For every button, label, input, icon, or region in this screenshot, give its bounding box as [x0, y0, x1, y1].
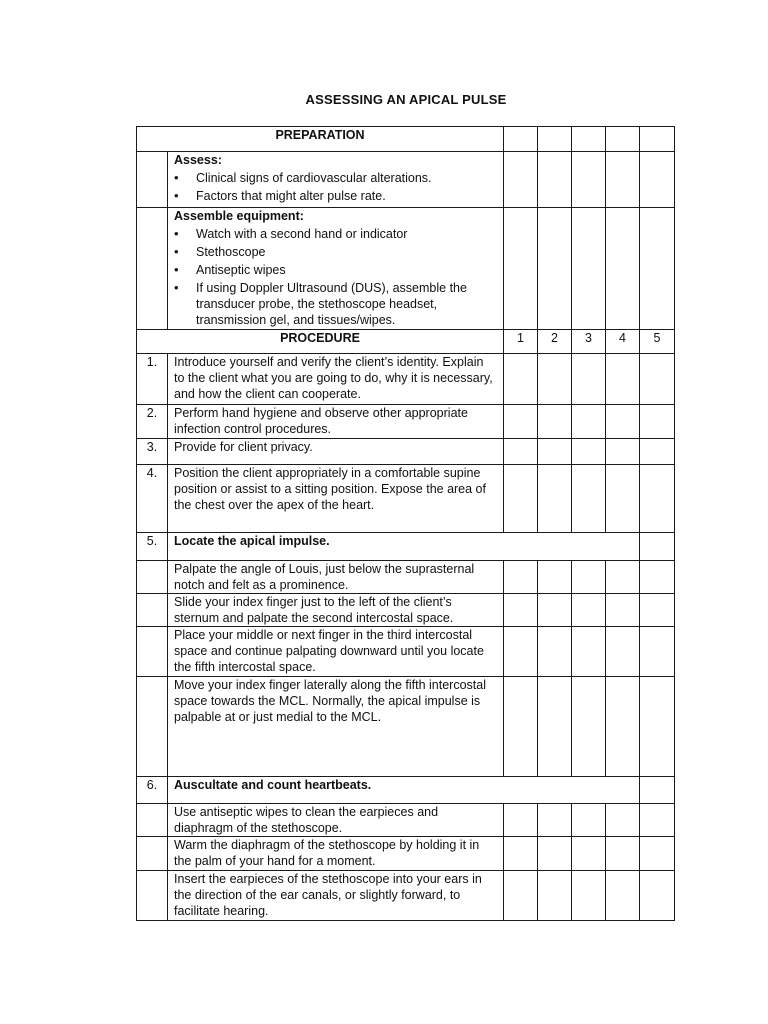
score-cell[interactable]	[504, 439, 538, 465]
page-title: ASSESSING AN APICAL PULSE	[305, 92, 507, 107]
score-cell[interactable]	[538, 439, 572, 465]
score-cell[interactable]	[572, 208, 606, 330]
score-cell[interactable]	[538, 152, 572, 208]
list-item: • Clinical signs of cardiovascular alterations.	[174, 170, 497, 186]
number-cell	[137, 594, 168, 627]
step-text: Introduce yourself and verify the client’s identity. Explain to the client what you are going to do, why it is necessary, and how the client can cooperate.	[168, 354, 504, 405]
number-cell	[137, 837, 168, 871]
table-row	[137, 677, 675, 777]
score-cell[interactable]	[606, 439, 640, 465]
score-cell[interactable]	[504, 152, 538, 208]
score-cell[interactable]	[640, 127, 675, 152]
score-column-2: 2	[538, 330, 572, 354]
score-cell[interactable]	[640, 677, 675, 777]
substep-text: Place your middle or next finger in the third intercostal space and continue palpating downward until you locate the fifth intercostal space.	[168, 627, 504, 677]
step-5-header-row	[137, 533, 675, 561]
procedure-heading: PROCEDURE	[137, 330, 504, 354]
score-cell[interactable]	[640, 837, 675, 871]
score-column-1: 1	[504, 330, 538, 354]
score-cell[interactable]	[572, 871, 606, 921]
list-item: • Stethoscope	[174, 244, 497, 260]
number-cell	[137, 208, 168, 330]
substep-text: Use antiseptic wipes to clean the earpieces and diaphragm of the stethoscope.	[168, 804, 504, 837]
step-number: 5.	[137, 533, 168, 561]
score-cell[interactable]	[640, 871, 675, 921]
score-cell[interactable]	[504, 405, 538, 439]
score-cell[interactable]	[538, 354, 572, 405]
score-cell[interactable]	[606, 405, 640, 439]
number-cell	[137, 627, 168, 677]
score-cell[interactable]	[538, 561, 572, 594]
number-cell	[137, 804, 168, 837]
score-cell[interactable]	[606, 627, 640, 677]
score-cell[interactable]	[606, 354, 640, 405]
equipment-label: Assemble equipment:	[174, 209, 304, 223]
score-cell[interactable]	[606, 804, 640, 837]
score-cell[interactable]	[504, 871, 538, 921]
score-cell[interactable]	[538, 837, 572, 871]
substep-text: Warm the diaphragm of the stethoscope by holding it in the palm of your hand for a moment.	[168, 837, 504, 871]
score-cell[interactable]	[538, 208, 572, 330]
list-item: • If using Doppler Ultrasound (DUS), assemble the transducer probe, the stethoscope headset, transmission gel, and tissues/wipes.	[174, 280, 497, 328]
procedure-header-row	[137, 330, 675, 354]
score-column-4: 4	[606, 330, 640, 354]
score-cell[interactable]	[538, 871, 572, 921]
score-cell[interactable]	[504, 465, 538, 533]
score-cell[interactable]	[606, 208, 640, 330]
table-row	[137, 594, 675, 627]
equipment-list	[174, 226, 497, 328]
list-item: • Factors that might alter pulse rate.	[174, 188, 497, 204]
score-cell[interactable]	[572, 465, 606, 533]
score-cell[interactable]	[538, 405, 572, 439]
step-text: Perform hand hygiene and observe other appropriate infection control procedures.	[168, 405, 504, 439]
table-row	[137, 627, 675, 677]
step-text: Position the client appropriately in a comfortable supine position or assist to a sitting position. Expose the area of the chest over the apex of the heart.	[168, 465, 504, 533]
table-row	[137, 837, 675, 871]
score-cell[interactable]	[504, 127, 538, 152]
procedure-checklist-table	[136, 126, 675, 921]
table-row	[137, 871, 675, 921]
step-6-header-row	[137, 777, 675, 804]
step-number: 1.	[137, 354, 168, 405]
score-column-5: 5	[640, 330, 675, 354]
score-cell[interactable]	[572, 804, 606, 837]
score-cell[interactable]	[572, 405, 606, 439]
step-5-title: Locate the apical impulse.	[168, 533, 640, 561]
substep-text: Palpate the angle of Louis, just below the suprasternal notch and felt as a prominence.	[168, 561, 504, 594]
table-row	[137, 439, 675, 465]
score-cell[interactable]	[640, 561, 675, 594]
score-cell[interactable]	[606, 127, 640, 152]
table-row	[137, 804, 675, 837]
table-row	[137, 561, 675, 594]
number-cell	[137, 871, 168, 921]
score-cell[interactable]	[606, 465, 640, 533]
number-cell	[137, 677, 168, 777]
score-cell[interactable]	[538, 677, 572, 777]
score-cell[interactable]	[606, 837, 640, 871]
score-cell[interactable]	[504, 627, 538, 677]
list-item: • Watch with a second hand or indicator	[174, 226, 497, 242]
score-cell[interactable]	[504, 208, 538, 330]
number-cell	[137, 561, 168, 594]
substep-text: Insert the earpieces of the stethoscope into your ears in the direction of the ear canals, or slightly forward, to facilitate hearing.	[168, 871, 504, 921]
table-row	[137, 354, 675, 405]
score-cell[interactable]	[572, 127, 606, 152]
step-number: 6.	[137, 777, 168, 804]
score-cell[interactable]	[640, 804, 675, 837]
step-6-title: Auscultate and count heartbeats.	[168, 777, 640, 804]
score-cell[interactable]	[504, 837, 538, 871]
equipment-cell	[168, 208, 504, 330]
step-text: Provide for client privacy.	[168, 439, 504, 465]
score-cell[interactable]	[640, 465, 675, 533]
score-cell[interactable]	[606, 594, 640, 627]
score-cell[interactable]	[606, 561, 640, 594]
score-cell[interactable]	[572, 152, 606, 208]
score-cell[interactable]	[640, 405, 675, 439]
score-cell[interactable]	[640, 354, 675, 405]
score-cell[interactable]	[572, 677, 606, 777]
list-item: • Antiseptic wipes	[174, 262, 497, 278]
score-cell[interactable]	[606, 871, 640, 921]
score-cell[interactable]	[538, 465, 572, 533]
score-cell[interactable]	[606, 677, 640, 777]
score-cell[interactable]	[572, 354, 606, 405]
score-cell[interactable]	[572, 561, 606, 594]
score-cell[interactable]	[538, 627, 572, 677]
table-row	[137, 405, 675, 439]
score-cell[interactable]	[640, 777, 675, 804]
step-number: 4.	[137, 465, 168, 533]
assess-cell	[168, 152, 504, 208]
assess-label: Assess:	[174, 153, 222, 167]
score-cell[interactable]	[538, 127, 572, 152]
score-cell[interactable]	[504, 677, 538, 777]
score-cell[interactable]	[640, 533, 675, 561]
number-cell	[137, 152, 168, 208]
step-number: 2.	[137, 405, 168, 439]
table-row	[137, 465, 675, 533]
score-cell[interactable]	[538, 804, 572, 837]
score-cell[interactable]	[572, 594, 606, 627]
step-number: 3.	[137, 439, 168, 465]
score-cell[interactable]	[572, 837, 606, 871]
preparation-header-row	[137, 127, 675, 152]
preparation-heading: PREPARATION	[137, 127, 504, 152]
score-cell[interactable]	[504, 594, 538, 627]
score-cell[interactable]	[572, 439, 606, 465]
score-cell[interactable]	[640, 152, 675, 208]
score-cell[interactable]	[606, 152, 640, 208]
score-cell[interactable]	[538, 594, 572, 627]
score-cell[interactable]	[640, 208, 675, 330]
equipment-row	[137, 208, 675, 330]
substep-text: Slide your index finger just to the left of the client’s sternum and palpate the second intercostal space.	[168, 594, 504, 627]
assess-row	[137, 152, 675, 208]
score-cell[interactable]	[504, 804, 538, 837]
score-cell[interactable]	[504, 561, 538, 594]
score-cell[interactable]	[504, 354, 538, 405]
assess-list	[174, 170, 497, 204]
score-column-3: 3	[572, 330, 606, 354]
score-cell[interactable]	[572, 627, 606, 677]
score-cell[interactable]	[640, 439, 675, 465]
substep-text: Move your index finger laterally along the fifth intercostal space towards the MCL. Normally, the apical impulse is palpable at or just medial to the MCL.	[168, 677, 504, 777]
score-cell[interactable]	[640, 594, 675, 627]
score-cell[interactable]	[640, 627, 675, 677]
